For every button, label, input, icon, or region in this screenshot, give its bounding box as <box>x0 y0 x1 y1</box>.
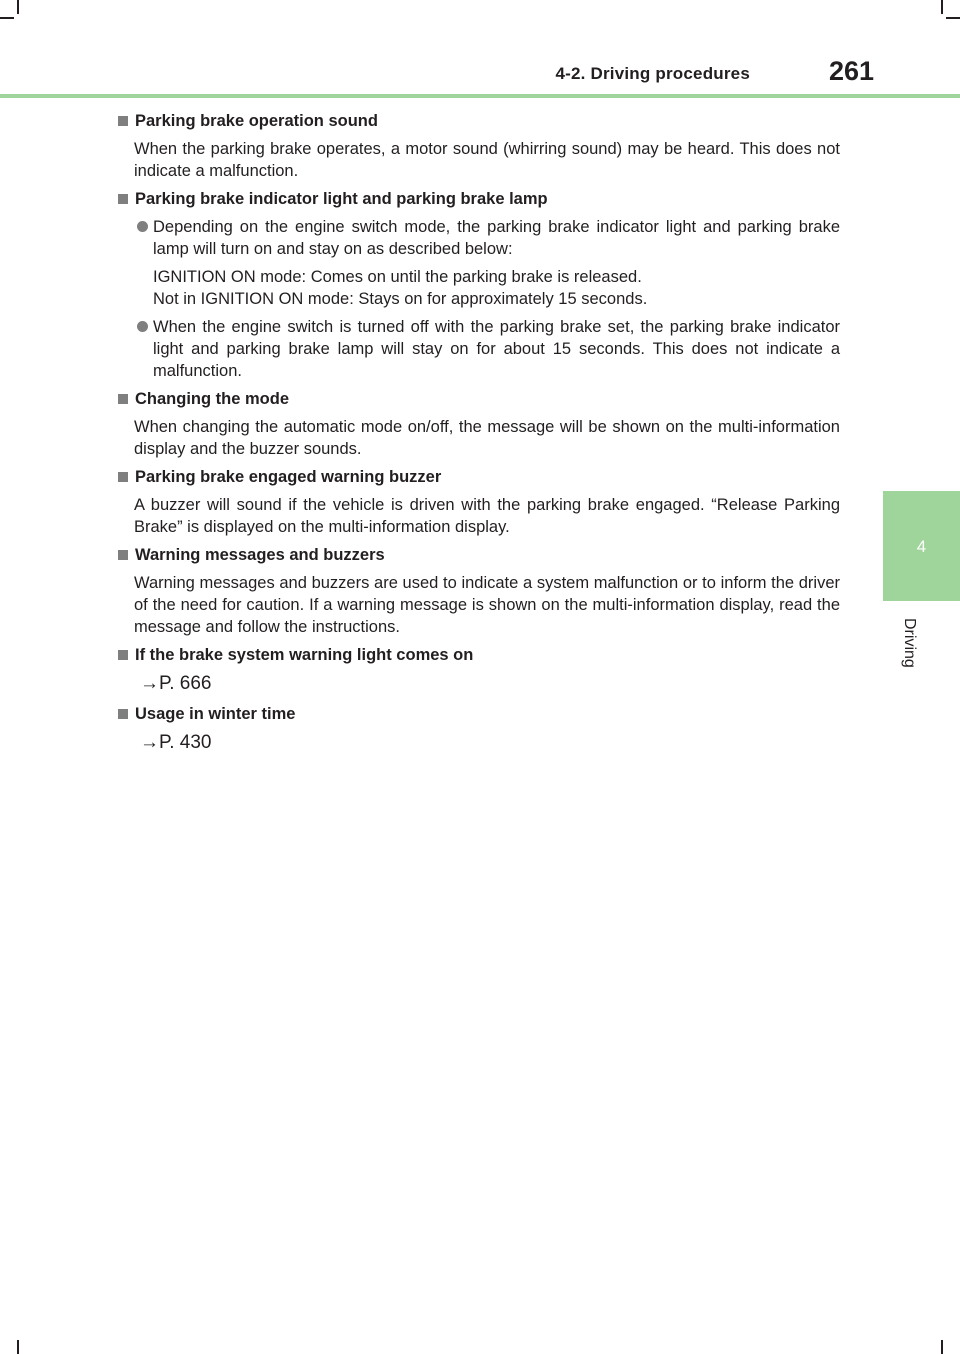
mode-line: IGNITION ON mode: Comes on until the parking brake is released. <box>153 268 642 286</box>
section-title: 4-2. Driving procedures <box>555 64 750 83</box>
square-bullet-icon <box>118 650 128 660</box>
paragraph-changing-mode: When changing the automatic mode on/off, the message will be shown on the multi-information display and the buzzer sounds. <box>134 418 840 458</box>
mode-line: Not in IGNITION ON mode: Stays on for approximately 15 seconds. <box>153 290 648 308</box>
chapter-label: Driving <box>901 618 918 668</box>
page-number: 261 <box>828 56 874 86</box>
heading-changing-mode: Changing the mode <box>116 388 840 410</box>
page-content <box>116 110 840 756</box>
header-rule <box>0 94 960 98</box>
chapter-number: 4 <box>916 537 927 556</box>
paragraph-warning-messages: Warning messages and buzzers are used to indicate a system malfunction or to inform the driver of the need for caution. If a warning message is shown on the multi-information display, read the message and follow the instructions. <box>134 574 840 636</box>
circle-bullet-icon <box>137 321 148 332</box>
heading-warning-messages: Warning messages and buzzers <box>116 544 840 566</box>
paragraph-operation-sound: When the parking brake operates, a motor sound (whirring sound) may be heard. This does not indicate a malfunction. <box>134 140 840 180</box>
crop-mark <box>941 0 943 14</box>
crop-mark <box>0 17 14 19</box>
square-bullet-icon <box>118 709 128 719</box>
chapter-tab <box>883 491 960 601</box>
page-reference-link[interactable]: →P. 430 <box>140 732 212 753</box>
paragraph-warning-buzzer: A buzzer will sound if the vehicle is driven with the parking brake engaged. “Release Parking Brake” is displayed on the multi-information display. <box>134 496 840 536</box>
square-bullet-icon <box>118 116 128 126</box>
heading-brake-warning-light: If the brake system warning light comes on <box>116 644 840 666</box>
page-reference-link[interactable]: →P. 666 <box>140 673 212 694</box>
bullet-item: When the engine switch is turned off with the parking brake set, the parking brake indicator light and parking brake lamp will stay on for about 15 seconds. This does not indicate a malfunction. <box>153 316 840 382</box>
heading-indicator-light: Parking brake indicator light and parking brake lamp <box>116 188 840 210</box>
square-bullet-icon <box>118 550 128 560</box>
square-bullet-icon <box>118 194 128 204</box>
heading-operation-sound: Parking brake operation sound <box>116 110 840 132</box>
heading-warning-buzzer: Parking brake engaged warning buzzer <box>116 466 840 488</box>
crop-mark <box>946 17 960 19</box>
crop-mark <box>941 1340 943 1354</box>
heading-winter: Usage in winter time <box>116 703 840 725</box>
circle-bullet-icon <box>137 221 148 232</box>
square-bullet-icon <box>118 472 128 482</box>
crop-mark <box>17 1340 19 1354</box>
square-bullet-icon <box>118 394 128 404</box>
crop-mark <box>17 0 19 14</box>
bullet-item: Depending on the engine switch mode, the parking brake indicator light and parking brake lamp will turn on and stay on as described below: <box>153 216 840 260</box>
mode-description <box>153 266 840 310</box>
